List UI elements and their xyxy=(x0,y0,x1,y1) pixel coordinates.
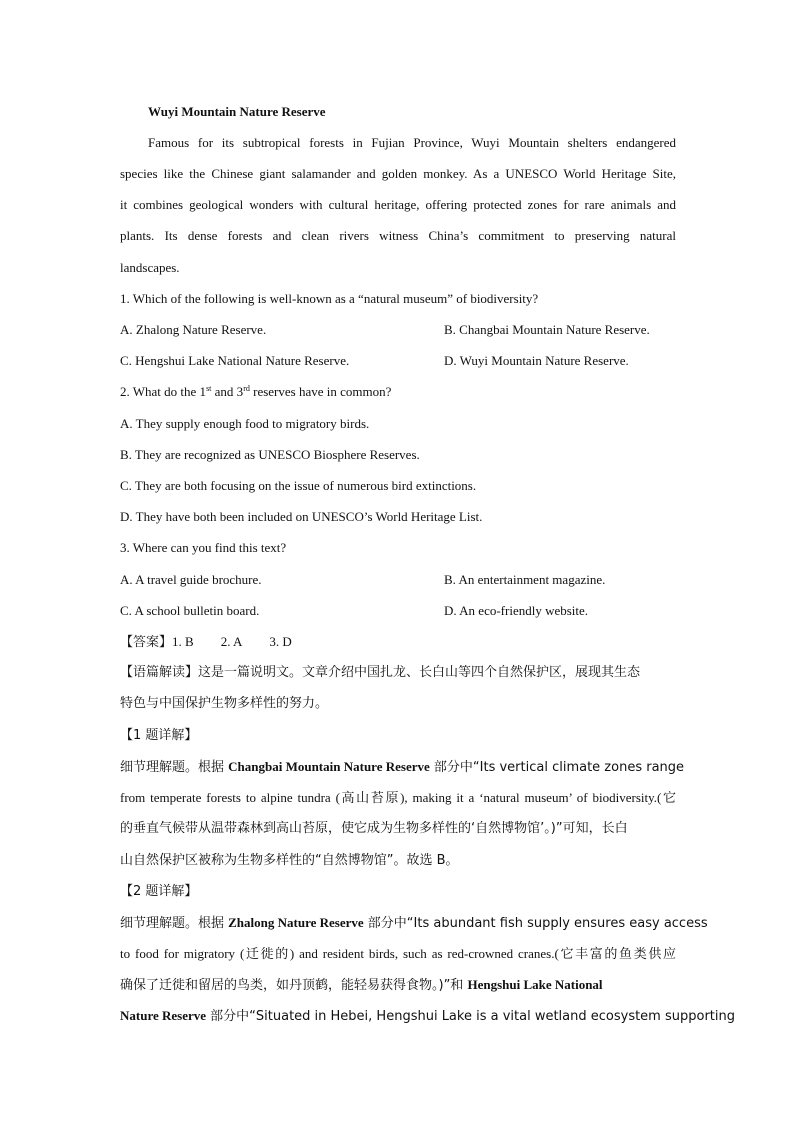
ordinal-suffix: st xyxy=(206,384,212,393)
question-1-option-b: B. Changbai Mountain Nature Reserve. xyxy=(444,322,650,337)
stem-text: and 3 xyxy=(211,384,244,399)
detail-1-line xyxy=(120,759,685,776)
detail-1-heading: 【1 题详解】 xyxy=(120,728,198,743)
question-3-option-b: B. An entertainment magazine. xyxy=(444,572,606,587)
detail-text: 细节理解题。根据 xyxy=(120,916,229,931)
question-1-option-a: A. Zhalong Nature Reserve. xyxy=(120,322,267,337)
detail-text: 确保了迁徙和留居的鸟类，如丹顶鹤，能轻易获得食物。)”和 xyxy=(120,978,468,993)
detail-text: 部分中“Its vertical climate zones range xyxy=(429,760,685,775)
paragraph-line: it combines geological wonders with cultural heritage, offering protected zones for rare animals and xyxy=(120,197,676,212)
intro-line-1 xyxy=(120,665,676,681)
question-1-stem: 1. Which of the following is well-known as a “natural museum” of biodiversity? xyxy=(120,291,539,306)
paragraph-line: plants. Its dense forests and clean rivers witness China’s commitment to preserving natural xyxy=(120,228,676,243)
detail-text: 部分中“Its abundant fish supply ensures easy access xyxy=(363,916,708,931)
question-1-option-c: C. Hengshui Lake National Nature Reserve. xyxy=(120,353,350,368)
question-2-option-a: A. They supply enough food to migratory birds. xyxy=(120,416,370,431)
paragraph-line: Famous for its subtropical forests in Fujian Province, Wuyi Mountain shelters endangered xyxy=(148,135,676,150)
answer-1: 1. B xyxy=(172,634,194,649)
reserve-name: Changbai Mountain Nature Reserve xyxy=(228,759,430,774)
detail-2-line: to food for migratory (迁徙的) and resident birds, such as red-crowned cranes.(它丰富的鱼类供应 xyxy=(120,946,676,961)
intro-line-2: 特色与中国保护生物多样性的努力。 xyxy=(120,696,329,711)
reserve-name: Nature Reserve xyxy=(120,1008,207,1023)
question-2-option-b: B. They are recognized as UNESCO Biosphere Reserves. xyxy=(120,447,420,462)
question-3-option-d: D. An eco-friendly website. xyxy=(444,603,589,618)
reserve-name: Hengshui Lake National xyxy=(467,977,603,992)
detail-text: 细节理解题。根据 xyxy=(120,760,229,775)
answer-3: 3. D xyxy=(269,634,292,649)
reserve-name: Zhalong Nature Reserve xyxy=(228,915,364,930)
question-3-stem: 3. Where can you find this text? xyxy=(120,540,287,555)
question-3-option-a: A. A travel guide brochure. xyxy=(120,572,262,587)
detail-2-line xyxy=(120,1008,735,1025)
paragraph-line: species like the Chinese giant salamander and golden monkey. As a UNESCO World Heritage Site, xyxy=(120,166,676,181)
detail-text: 部分中“Situated in Hebei, Hengshui Lake is a vital wetland ecosystem supporting xyxy=(206,1009,735,1024)
answer-line xyxy=(120,634,676,651)
detail-2-line xyxy=(120,915,708,932)
stem-text: reserves have in common? xyxy=(249,384,392,399)
section-title: Wuyi Mountain Nature Reserve xyxy=(148,104,326,119)
paragraph-line: landscapes. xyxy=(120,260,180,275)
answer-label: 【答案】 xyxy=(120,635,173,650)
stem-text: 2. What do the 1 xyxy=(120,384,207,399)
detail-2-heading: 【2 题详解】 xyxy=(120,884,198,899)
question-2-stem xyxy=(120,384,676,400)
question-2-option-d: D. They have both been included on UNESCO’s World Heritage List. xyxy=(120,509,483,524)
answer-2: 2. A xyxy=(220,634,243,649)
question-2-option-c: C. They are both focusing on the issue of numerous bird extinctions. xyxy=(120,478,477,493)
intro-label: 【语篇解读】 xyxy=(120,665,199,680)
ordinal-suffix: rd xyxy=(243,384,250,393)
intro-text: 这是一篇说明文。文章介绍中国扎龙、长白山等四个自然保护区，展现其生态 xyxy=(198,665,641,680)
question-1-option-d: D. Wuyi Mountain Nature Reserve. xyxy=(444,353,629,368)
detail-2-line xyxy=(120,977,676,994)
question-3-option-c: C. A school bulletin board. xyxy=(120,603,260,618)
detail-1-line: from temperate forests to alpine tundra (高山苔原), making it a ‘natural museum’ of biodiversity.(它 xyxy=(120,790,676,805)
detail-1-line: 的垂直气候带从温带森林到高山苔原，使它成为生物多样性的‘自然博物馆’。)”可知，长白 xyxy=(120,821,628,836)
detail-1-line: 山自然保护区被称为生物多样性的“自然博物馆”。故选 B。 xyxy=(120,853,459,868)
